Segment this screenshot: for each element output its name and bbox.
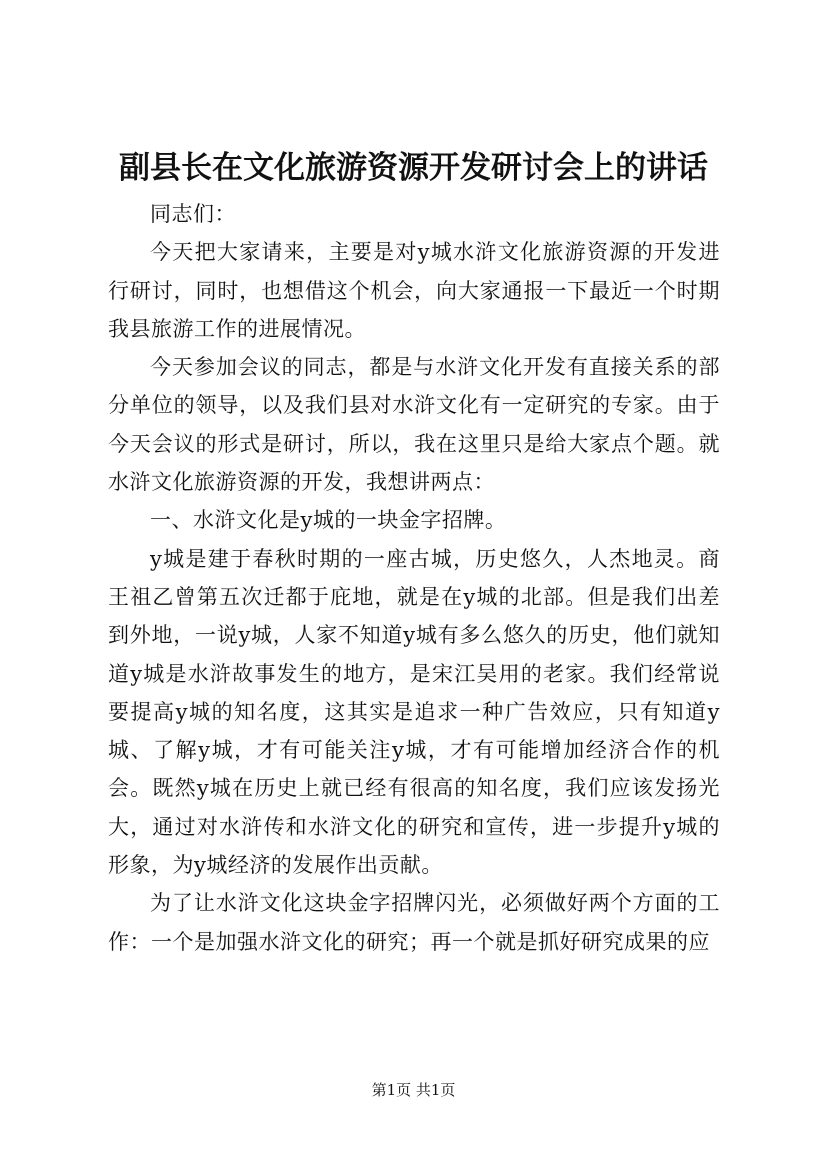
- paragraph-intro: 今天把大家请来，主要是对y城水浒文化旅游资源的开发进行研讨，同时，也想借这个机会，向大家通报一下最近一个时期我县旅游工作的进展情况。: [108, 240, 720, 341]
- document-title: 副县长在文化旅游资源开发研讨会上的讲话: [119, 150, 708, 186]
- paragraph-attendees: 今天参加会议的同志，都是与水浒文化开发有直接关系的部分单位的领导，以及我们县对水浒文化有一定研究的专家。由于今天会议的形式是研讨，所以，我在这里只是给大家点个题。就水浒文化旅游资源的开发，我想讲两点：: [108, 355, 720, 495]
- section-heading-1: 一、水浒文化是y城的一块金字招牌。: [150, 508, 507, 533]
- paragraph-history: y城是建于春秋时期的一座古城，历史悠久，人杰地灵。商王祖乙曾第五次迁都于庇地，就是在y城的北部。但是我们出差到外地，一说y城，人家不知道y城有多么悠久的历史，他们就知道y城是水浒故事发生的地方，是宋江吴用的老家。我们经常说要提高y城的知名度，这其实是追求一种广告效应，只有知道y城、了解y城，才有可能关注y城，才有可能增加经济合作的机会。既然y城在历史上就已经有很高的知名度，我们应该发扬光大，通过对水浒传和水浒文化的研究和宣传，进一步提升y城的形象，为y城经济的发展作出贡献。: [108, 546, 720, 878]
- paragraph-salutation: 同志们：: [150, 202, 236, 226]
- document-body: [108, 195, 720, 961]
- paragraph-tasks: 为了让水浒文化这块金字招牌闪光，必须做好两个方面的工作：一个是加强水浒文化的研究；再一个就是抓好研究成果的应: [108, 891, 720, 954]
- page-footer: 第1页 共1页: [371, 1081, 456, 1099]
